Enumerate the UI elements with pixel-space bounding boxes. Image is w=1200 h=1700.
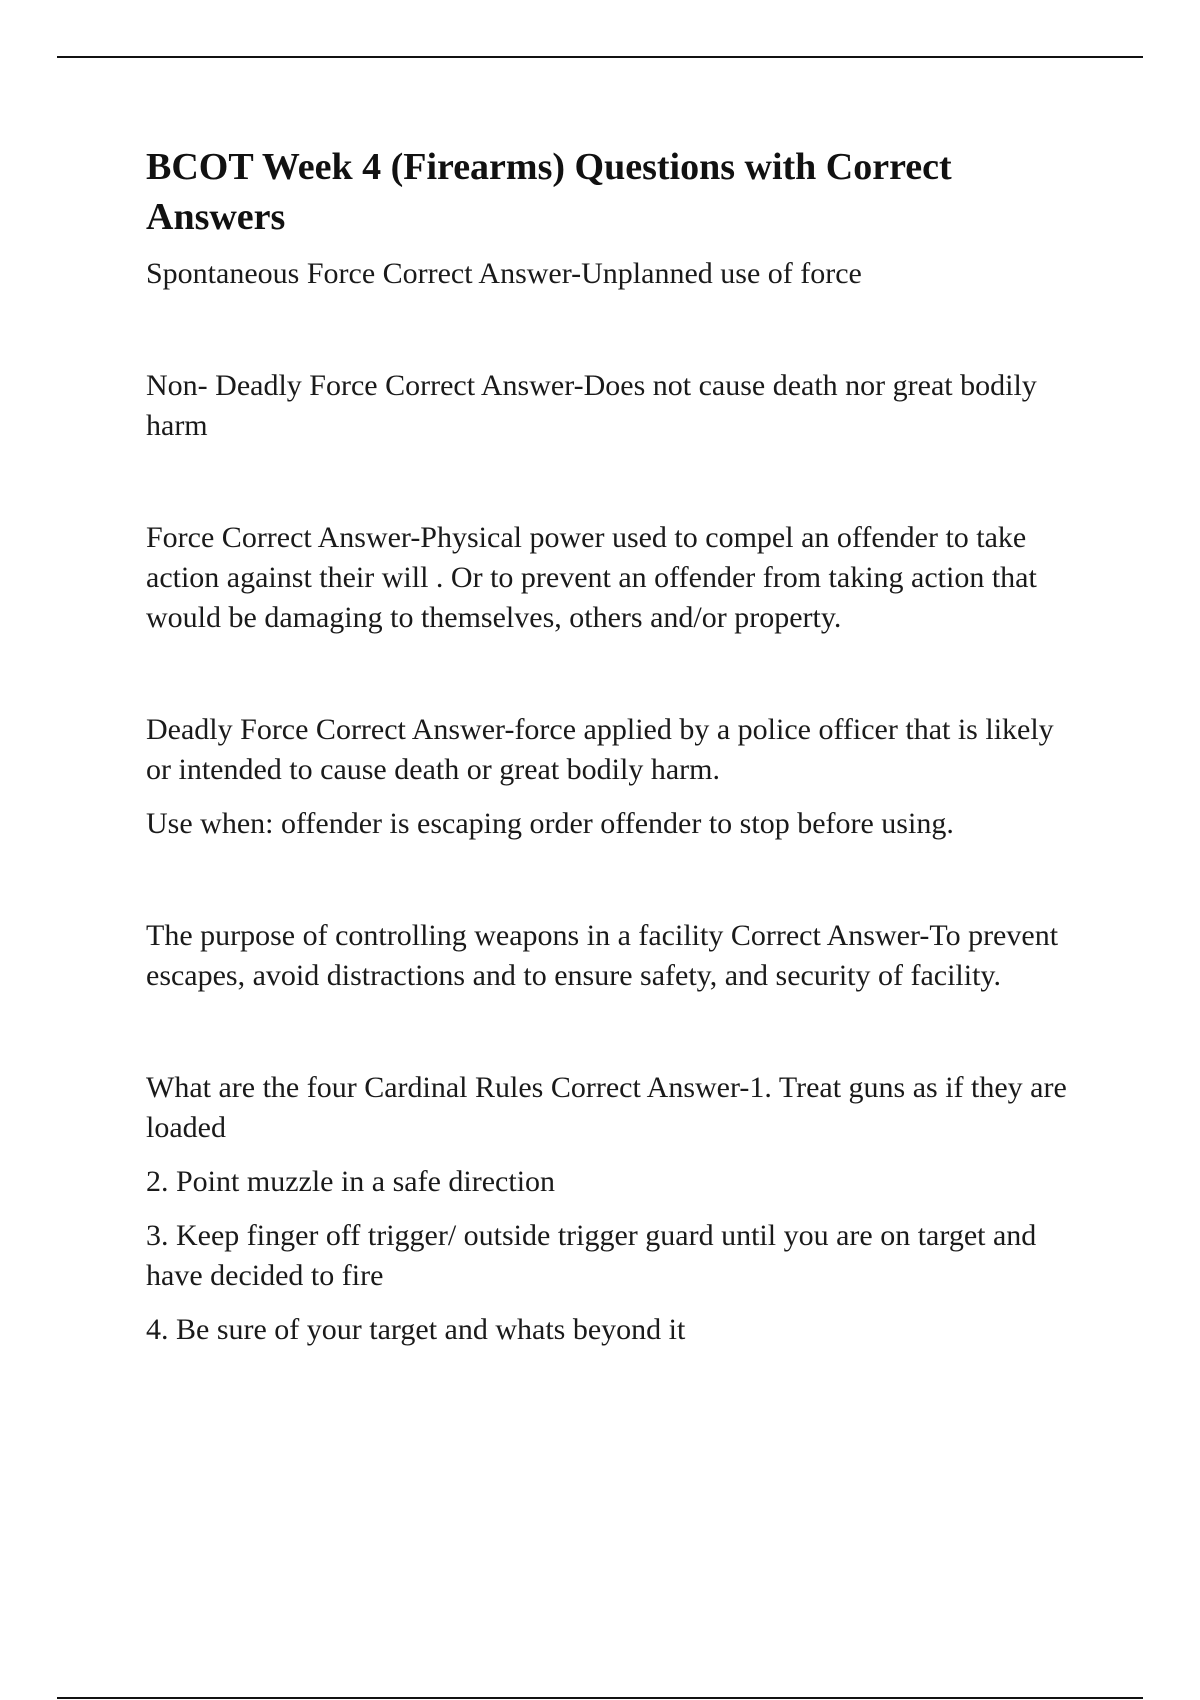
qa-entry-spontaneous-force (146, 254, 1086, 294)
document-body (146, 142, 1086, 1350)
bottom-rule (57, 1697, 1143, 1699)
qa-entry-controlling-weapons (146, 916, 1086, 996)
qa-text: 4. Be sure of your target and whats beyond it (146, 1313, 686, 1346)
qa-text: The purpose of controlling weapons in a facility Correct Answer-To prevent escapes, avoid distractions and to ensure safety, and security of facility. (146, 919, 1059, 992)
qa-entry-force (146, 518, 1086, 638)
qa-entry-deadly-force (146, 710, 1086, 844)
qa-entry-cardinal-rules (146, 1068, 1086, 1350)
qa-text: What are the four Cardinal Rules Correct Answer-1. Treat guns as if they are loaded (146, 1071, 1067, 1144)
qa-text: Spontaneous Force Correct Answer-Unplanned use of force (146, 257, 862, 290)
qa-text: Use when: offender is escaping order offender to stop before using. (146, 807, 954, 840)
qa-text: Force Correct Answer-Physical power used to compel an offender to take action against their will . Or to prevent an offender from taking action that would be damaging to themselves, others and/or property. (146, 521, 1037, 634)
qa-text: Non- Deadly Force Correct Answer-Does not cause death nor great bodily harm (146, 369, 1037, 442)
qa-text: 2. Point muzzle in a safe direction (146, 1165, 556, 1198)
qa-entry-non-deadly-force (146, 366, 1086, 446)
document-title: BCOT Week 4 (Firearms) Questions with Correct Answers (146, 146, 952, 238)
qa-text: Deadly Force Correct Answer-force applied by a police officer that is likely or intended to cause death or great bodily harm. (146, 713, 1054, 786)
top-rule (57, 56, 1143, 58)
qa-text: 3. Keep finger off trigger/ outside trigger guard until you are on target and have decided to fire (146, 1219, 1037, 1292)
